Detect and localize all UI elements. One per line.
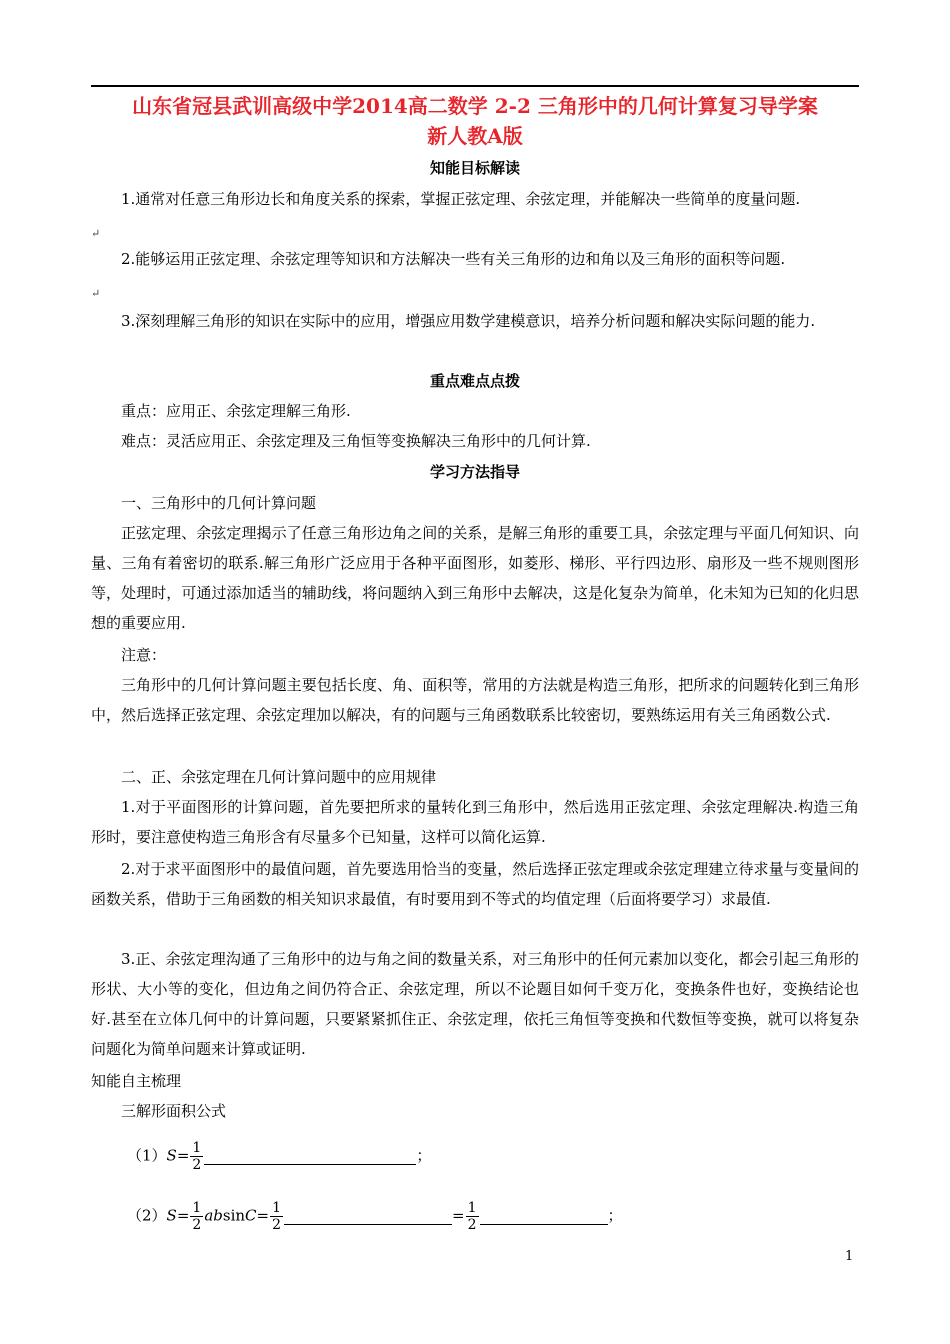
- paragraph-theorems: 正弦定理、余弦定理揭示了任意三角形边角之间的关系，是解三角形的重要工具，余弦定理与平面几何知识、向量、三角有着密切的联系.解三角形广泛应用于各种平面图形，如菱形、梯形、平行四边形、扇形及一些不规则图形等，处理时，可通过添加适当的辅助线，将问题纳入到三角形中去解决，这是化复杂为简单，化未知为已知的化归思想的重要应用.: [91, 524, 859, 632]
- section-heading-self-study: 知能自主梳理: [91, 1072, 182, 1090]
- paragraph-mark: ↵: [91, 287, 101, 300]
- note-label: 注意：: [121, 646, 167, 664]
- subheading-geometry-problems: 一、三角形中的几何计算问题: [121, 494, 317, 512]
- answer-blank[interactable]: [284, 1208, 452, 1225]
- objective-item-2: 2.能够运用正弦定理、余弦定理等知识和方法解决一些有关三角形的边和角以及三角形的面积等问题.: [121, 250, 786, 268]
- section-heading-method: 学习方法指导: [429, 463, 520, 481]
- formula-line-2: （2）S= $\frac{1}{2}$ absinC= $\frac{1}{2}$ = $\frac{1}{2}$ ；: [127, 1200, 623, 1233]
- formula-line-1: （1）S= $\frac{1}{2}$ ；: [127, 1140, 432, 1173]
- answer-blank[interactable]: [480, 1208, 608, 1225]
- difficulty-point: 难点：灵活应用正、余弦定理及三角恒等变换解决三角形中的几何计算.: [121, 432, 591, 450]
- paragraph-note: 三角形中的几何计算问题主要包括长度、角、面积等，常用的方法就是构造三角形，把所求的问题转化到三角形中，然后选择正弦定理、余弦定理加以解决，有的问题与三角函数联系比较密切，要熟练运用有关三角函数公式.: [91, 676, 859, 724]
- area-formula-title: 三解形面积公式: [121, 1102, 227, 1120]
- subheading-application-rules: 二、正、余弦定理在几何计算问题中的应用规律: [121, 768, 437, 786]
- key-point: 重点：应用正、余弦定理解三角形.: [121, 402, 351, 420]
- section-heading-key-points: 重点难点点拨: [429, 372, 520, 390]
- rule-item-2: 2.对于求平面图形中的最值问题，首先要选用恰当的变量，然后选择正弦定理或余弦定理建立待求量与变量间的函数关系，借助于三角函数的相关知识求最值，有时要用到不等式的均值定理（后面将要学习）求最值.: [91, 860, 859, 908]
- rule-item-3: 3.正、余弦定理沟通了三角形中的边与角之间的数量关系，对三角形中的任何元素加以变化，都会引起三角形的形状、大小等的变化，但边角之间仍符合正、余弦定理，所以不论题目如何千变万化，变换条件也好，变换结论也好.甚至在立体几何中的计算问题，只要紧紧抓住正、余弦定理，依托三角恒等变换和代数恒等变换，就可以将复杂问题化为简单问题来计算或证明.: [91, 950, 859, 1058]
- paragraph-mark: ↵: [91, 227, 101, 240]
- answer-blank[interactable]: [204, 1148, 416, 1165]
- document-subtitle: 新人教A版: [427, 124, 523, 148]
- header-rule: [91, 85, 859, 87]
- objective-item-1: 1.通常对任意三角形边长和角度关系的探索，掌握正弦定理、余弦定理，并能解决一些简单的度量问题.: [121, 190, 801, 208]
- section-heading-objectives: 知能目标解读: [429, 159, 520, 177]
- objective-item-3: 3.深刻理解三角形的知识在实际中的应用，增强应用数学建模意识，培养分析问题和解决实际问题的能力.: [121, 312, 816, 330]
- page-number: 1: [845, 1249, 854, 1264]
- document-title: 山东省冠县武训高级中学2014高二数学 2-2 三角形中的几何计算复习导学案: [132, 94, 818, 118]
- rule-item-1: 1.对于平面图形的计算问题，首先要把所求的量转化到三角形中，然后选用正弦定理、余弦定理解决.构造三角形时，要注意使构造三角形含有尽量多个已知量，这样可以简化运算.: [91, 798, 859, 846]
